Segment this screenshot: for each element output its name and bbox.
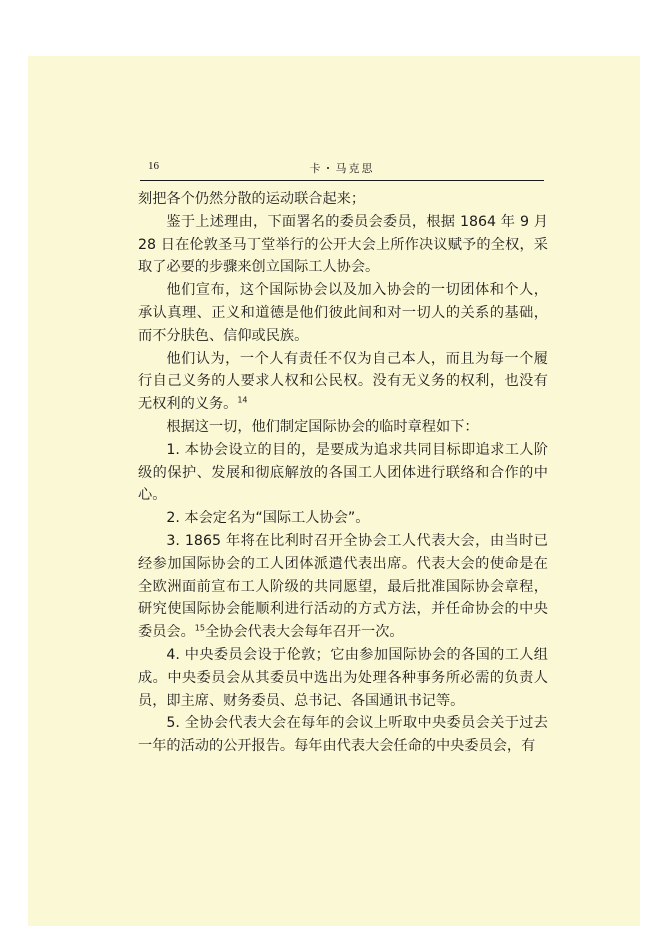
paragraph: 4. 中央委员会设于伦敦；它由参加国际协会的各国的工人组成。中央委员会从其委员中选出为处理各种事务所必需的负责人员，即主席、财务委员、总书记、各国通讯书记等。 (138, 646, 548, 709)
page-header (140, 160, 544, 181)
paragraph: 5. 全协会代表大会在每年的会议上听取中央委员会关于过去一年的活动的公开报告。每年由代表大会任命的中央委员会，有 (138, 715, 548, 755)
paragraph: 2. 本会定名为“国际工人协会”。 (166, 510, 370, 527)
running-title: 卡・马克思 (309, 162, 375, 175)
footnote-marker: 14 (237, 395, 248, 405)
paragraph: 1. 本协会设立的目的，是要成为追求共同目标即追求工人阶级的保护、发展和彻底解放的各国工人团体进行联络和合作的中心。 (138, 441, 548, 504)
paragraph: 他们认为，一个人有责任不仅为自己本人，而且为每一个履行自己义务的人要求人权和公民权。没有无义务的权利，也没有无权利的义务。$^{14}$ (138, 350, 548, 413)
paragraph: 刻把各个仍然分散的运动联合起来； (138, 191, 366, 207)
page-number: 16 (148, 160, 159, 172)
paragraph: 他们宣布，这个国际协会以及加入协会的一切团体和个人，承认真理、正义和道德是他们彼此间和对一切人的关系的基础，而不分肤色、信仰或民族。 (138, 282, 548, 344)
paragraph: 3. 1865 年将在比利时召开全协会工人代表大会，由当时已经参加国际协会的工人团体派遣代表出席。代表大会的使命是在全欧洲面前宣布工人阶级的共同愿望，最后批准国际协会章程，研究使国际协会能顺利进行活动的方式方法，并任命协会的中央委员会。$^{15}$全协会代表大会每年召开一次。 (138, 532, 548, 641)
body-text (138, 188, 548, 758)
paragraph: 鉴于上述理由，下面署名的委员会委员，根据 1864 年 9 月 28 日在伦敦圣马丁堂举行的公开大会上所作决议赋予的全权，采取了必要的步骤来创立国际工人协会。 (138, 213, 548, 276)
paragraph: 根据这一切，他们制定国际协会的临时章程如下： (166, 418, 479, 435)
footnote-marker: 15 (194, 623, 205, 633)
